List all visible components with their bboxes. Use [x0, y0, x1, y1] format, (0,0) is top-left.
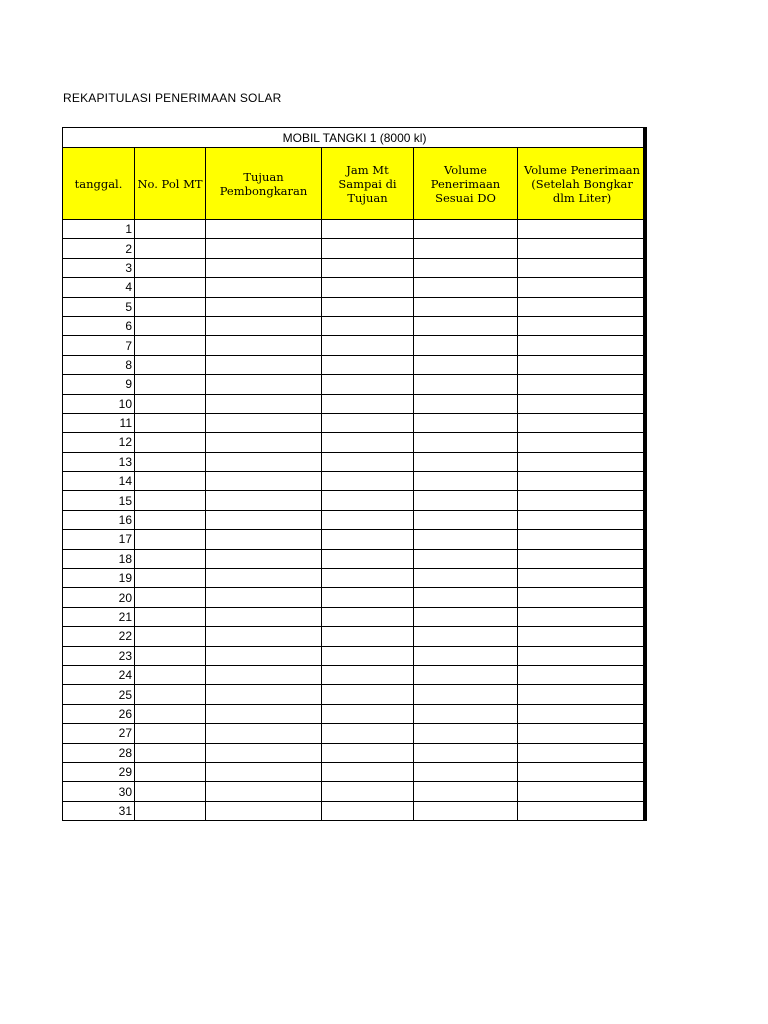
no-pol-cell[interactable]	[135, 239, 206, 258]
jam-cell[interactable]	[322, 724, 414, 743]
no-pol-cell[interactable]	[135, 588, 206, 607]
day-number-cell: 11	[63, 413, 135, 432]
volume-bongkar-cell[interactable]	[518, 394, 647, 413]
no-pol-cell[interactable]	[135, 336, 206, 355]
day-number-cell: 17	[63, 530, 135, 549]
volume-bongkar-cell[interactable]	[518, 549, 647, 568]
no-pol-cell[interactable]	[135, 782, 206, 801]
tujuan-cell[interactable]	[206, 724, 322, 743]
volume-do-cell[interactable]	[414, 762, 518, 781]
tujuan-cell[interactable]	[206, 588, 322, 607]
no-pol-cell[interactable]	[135, 685, 206, 704]
jam-cell[interactable]	[322, 433, 414, 452]
no-pol-cell[interactable]	[135, 394, 206, 413]
volume-do-cell[interactable]	[414, 258, 518, 277]
tujuan-cell[interactable]	[206, 510, 322, 529]
jam-cell[interactable]	[322, 220, 414, 239]
tujuan-cell[interactable]	[206, 394, 322, 413]
table-row	[63, 258, 647, 277]
volume-bongkar-cell[interactable]	[518, 355, 647, 374]
day-number-cell: 9	[63, 375, 135, 394]
volume-do-cell[interactable]	[414, 782, 518, 801]
volume-bongkar-cell[interactable]	[518, 588, 647, 607]
tujuan-cell[interactable]	[206, 549, 322, 568]
day-number-cell: 24	[63, 665, 135, 684]
recap-table	[62, 127, 647, 821]
volume-bongkar-cell[interactable]	[518, 665, 647, 684]
header-line: Penerimaan	[430, 176, 501, 191]
jam-cell[interactable]	[322, 278, 414, 297]
header-line: Jam Mt	[346, 162, 389, 177]
no-pol-cell[interactable]	[135, 278, 206, 297]
no-pol-cell[interactable]	[135, 549, 206, 568]
table-row	[63, 801, 647, 820]
volume-bongkar-cell[interactable]	[518, 510, 647, 529]
no-pol-cell[interactable]	[135, 510, 206, 529]
tujuan-cell[interactable]	[206, 646, 322, 665]
header-volume-sesuai-do	[414, 148, 518, 220]
table-row	[63, 355, 647, 374]
jam-cell[interactable]	[322, 452, 414, 471]
no-pol-cell[interactable]	[135, 743, 206, 762]
table-row	[63, 316, 647, 335]
table-row	[63, 549, 647, 568]
no-pol-cell[interactable]	[135, 472, 206, 491]
table-row	[63, 569, 647, 588]
volume-do-cell[interactable]	[414, 665, 518, 684]
jam-cell[interactable]	[322, 336, 414, 355]
day-number-cell: 27	[63, 724, 135, 743]
jam-cell[interactable]	[322, 762, 414, 781]
no-pol-cell[interactable]	[135, 704, 206, 723]
header-jam-mt-sampai	[322, 148, 414, 220]
volume-do-cell[interactable]	[414, 607, 518, 626]
table-row	[63, 665, 647, 684]
header-line: (Setelah Bongkar	[531, 176, 633, 191]
no-pol-cell[interactable]	[135, 220, 206, 239]
day-number-cell: 10	[63, 394, 135, 413]
table-row	[63, 297, 647, 316]
volume-bongkar-cell[interactable]	[518, 239, 647, 258]
table-row	[63, 375, 647, 394]
tujuan-cell[interactable]	[206, 452, 322, 471]
day-number-cell: 8	[63, 355, 135, 374]
tujuan-cell[interactable]	[206, 801, 322, 820]
no-pol-cell[interactable]	[135, 607, 206, 626]
header-no-pol-mt	[135, 148, 206, 220]
day-number-cell: 2	[63, 239, 135, 258]
table-row	[63, 530, 647, 549]
jam-cell[interactable]	[322, 588, 414, 607]
volume-bongkar-cell[interactable]	[518, 801, 647, 820]
volume-do-cell[interactable]	[414, 569, 518, 588]
jam-cell[interactable]	[322, 355, 414, 374]
tujuan-cell[interactable]	[206, 220, 322, 239]
tujuan-cell[interactable]	[206, 704, 322, 723]
no-pol-cell[interactable]	[135, 452, 206, 471]
volume-bongkar-cell[interactable]	[518, 782, 647, 801]
header-line: Tujuan	[243, 169, 284, 184]
table-row	[63, 472, 647, 491]
volume-do-cell[interactable]	[414, 355, 518, 374]
no-pol-cell[interactable]	[135, 355, 206, 374]
table-row	[63, 704, 647, 723]
day-number-cell: 7	[63, 336, 135, 355]
day-number-cell: 5	[63, 297, 135, 316]
no-pol-cell[interactable]	[135, 413, 206, 432]
tujuan-cell[interactable]	[206, 665, 322, 684]
volume-do-cell[interactable]	[414, 375, 518, 394]
day-number-cell: 12	[63, 433, 135, 452]
volume-bongkar-cell[interactable]	[518, 704, 647, 723]
no-pol-cell[interactable]	[135, 433, 206, 452]
volume-bongkar-cell[interactable]	[518, 646, 647, 665]
jam-cell[interactable]	[322, 491, 414, 510]
day-number-cell: 30	[63, 782, 135, 801]
volume-bongkar-cell[interactable]	[518, 569, 647, 588]
table-row	[63, 433, 647, 452]
volume-bongkar-cell[interactable]	[518, 472, 647, 491]
day-number-cell: 22	[63, 627, 135, 646]
day-number-cell: 29	[63, 762, 135, 781]
tujuan-cell[interactable]	[206, 413, 322, 432]
volume-do-cell[interactable]	[414, 394, 518, 413]
jam-cell[interactable]	[322, 704, 414, 723]
header-line: No. Pol MT	[137, 176, 203, 191]
day-number-cell: 28	[63, 743, 135, 762]
table-row	[63, 239, 647, 258]
volume-do-cell[interactable]	[414, 239, 518, 258]
header-line: Pembongkaran	[219, 183, 308, 198]
volume-bongkar-cell[interactable]	[518, 491, 647, 510]
jam-cell[interactable]	[322, 394, 414, 413]
table-row	[63, 413, 647, 432]
day-number-cell: 20	[63, 588, 135, 607]
volume-bongkar-cell[interactable]	[518, 375, 647, 394]
day-number-cell: 21	[63, 607, 135, 626]
no-pol-cell[interactable]	[135, 316, 206, 335]
tujuan-cell[interactable]	[206, 530, 322, 549]
tujuan-cell[interactable]	[206, 685, 322, 704]
tujuan-cell[interactable]	[206, 297, 322, 316]
tujuan-cell[interactable]	[206, 433, 322, 452]
table-row	[63, 685, 647, 704]
table-row	[63, 510, 647, 529]
volume-do-cell[interactable]	[414, 646, 518, 665]
volume-bongkar-cell[interactable]	[518, 607, 647, 626]
jam-cell[interactable]	[322, 258, 414, 277]
day-number-cell: 23	[63, 646, 135, 665]
volume-do-cell[interactable]	[414, 724, 518, 743]
header-line: Tujuan	[347, 190, 388, 205]
no-pol-cell[interactable]	[135, 665, 206, 684]
volume-bongkar-cell[interactable]	[518, 220, 647, 239]
volume-do-cell[interactable]	[414, 316, 518, 335]
volume-bongkar-cell[interactable]	[518, 724, 647, 743]
table-row	[63, 782, 647, 801]
no-pol-cell[interactable]	[135, 569, 206, 588]
header-line: Volume Penerimaan	[524, 162, 641, 177]
tujuan-cell[interactable]	[206, 782, 322, 801]
header-tanggal	[63, 148, 135, 220]
no-pol-cell[interactable]	[135, 491, 206, 510]
header-line: Sesuai DO	[435, 190, 496, 205]
table-row	[63, 394, 647, 413]
volume-bongkar-cell[interactable]	[518, 627, 647, 646]
day-number-cell: 4	[63, 278, 135, 297]
tujuan-cell[interactable]	[206, 569, 322, 588]
no-pol-cell[interactable]	[135, 627, 206, 646]
jam-cell[interactable]	[322, 569, 414, 588]
header-line: tanggal.	[74, 176, 123, 191]
table-right-border	[643, 127, 646, 821]
jam-cell[interactable]	[322, 510, 414, 529]
volume-do-cell[interactable]	[414, 278, 518, 297]
volume-do-cell[interactable]	[414, 433, 518, 452]
volume-bongkar-cell[interactable]	[518, 258, 647, 277]
no-pol-cell[interactable]	[135, 762, 206, 781]
table-caption: MOBIL TANGKI 1 (8000 kl)	[63, 128, 647, 148]
tujuan-cell[interactable]	[206, 762, 322, 781]
day-number-cell: 6	[63, 316, 135, 335]
header-tujuan-pembongkaran	[206, 148, 322, 220]
volume-bongkar-cell[interactable]	[518, 297, 647, 316]
tujuan-cell[interactable]	[206, 627, 322, 646]
volume-do-cell[interactable]	[414, 220, 518, 239]
no-pol-cell[interactable]	[135, 297, 206, 316]
day-number-cell: 26	[63, 704, 135, 723]
volume-do-cell[interactable]	[414, 530, 518, 549]
jam-cell[interactable]	[322, 375, 414, 394]
volume-do-cell[interactable]	[414, 627, 518, 646]
day-number-cell: 13	[63, 452, 135, 471]
no-pol-cell[interactable]	[135, 801, 206, 820]
header-volume-setelah-bongkar	[518, 148, 647, 220]
volume-do-cell[interactable]	[414, 588, 518, 607]
volume-bongkar-cell[interactable]	[518, 278, 647, 297]
jam-cell[interactable]	[322, 549, 414, 568]
volume-do-cell[interactable]	[414, 472, 518, 491]
volume-do-cell[interactable]	[414, 704, 518, 723]
volume-do-cell[interactable]	[414, 549, 518, 568]
table-row	[63, 588, 647, 607]
volume-do-cell[interactable]	[414, 297, 518, 316]
volume-bongkar-cell[interactable]	[518, 433, 647, 452]
tujuan-cell[interactable]	[206, 491, 322, 510]
jam-cell[interactable]	[322, 627, 414, 646]
tujuan-cell[interactable]	[206, 607, 322, 626]
jam-cell[interactable]	[322, 782, 414, 801]
jam-cell[interactable]	[322, 801, 414, 820]
no-pol-cell[interactable]	[135, 646, 206, 665]
tujuan-cell[interactable]	[206, 278, 322, 297]
table-row	[63, 336, 647, 355]
jam-cell[interactable]	[322, 472, 414, 491]
volume-do-cell[interactable]	[414, 452, 518, 471]
volume-bongkar-cell[interactable]	[518, 743, 647, 762]
tujuan-cell[interactable]	[206, 336, 322, 355]
volume-do-cell[interactable]	[414, 413, 518, 432]
day-number-cell: 3	[63, 258, 135, 277]
day-number-cell: 25	[63, 685, 135, 704]
jam-cell[interactable]	[322, 743, 414, 762]
volume-bongkar-cell[interactable]	[518, 413, 647, 432]
table-row	[63, 452, 647, 471]
volume-do-cell[interactable]	[414, 510, 518, 529]
day-number-cell: 15	[63, 491, 135, 510]
day-number-cell: 18	[63, 549, 135, 568]
volume-do-cell[interactable]	[414, 491, 518, 510]
caption-row	[63, 128, 647, 148]
volume-bongkar-cell[interactable]	[518, 336, 647, 355]
volume-bongkar-cell[interactable]	[518, 685, 647, 704]
jam-cell[interactable]	[322, 413, 414, 432]
table-row	[63, 491, 647, 510]
volume-do-cell[interactable]	[414, 801, 518, 820]
volume-do-cell[interactable]	[414, 336, 518, 355]
no-pol-cell[interactable]	[135, 375, 206, 394]
volume-do-cell[interactable]	[414, 685, 518, 704]
jam-cell[interactable]	[322, 530, 414, 549]
jam-cell[interactable]	[322, 607, 414, 626]
jam-cell[interactable]	[322, 665, 414, 684]
volume-bongkar-cell[interactable]	[518, 316, 647, 335]
volume-bongkar-cell[interactable]	[518, 452, 647, 471]
table-row	[63, 724, 647, 743]
tujuan-cell[interactable]	[206, 355, 322, 374]
day-number-cell: 19	[63, 569, 135, 588]
table-row	[63, 762, 647, 781]
day-number-cell: 14	[63, 472, 135, 491]
day-number-cell: 31	[63, 801, 135, 820]
header-row	[63, 148, 647, 220]
day-number-cell: 16	[63, 510, 135, 529]
table-row	[63, 627, 647, 646]
jam-cell[interactable]	[322, 239, 414, 258]
table-row	[63, 278, 647, 297]
jam-cell[interactable]	[322, 646, 414, 665]
table-row	[63, 607, 647, 626]
document-title: REKAPITULASI PENERIMAAN SOLAR	[63, 91, 282, 105]
tujuan-cell[interactable]	[206, 316, 322, 335]
header-line: Sampai di	[338, 176, 397, 191]
table-row	[63, 646, 647, 665]
day-number-cell: 1	[63, 220, 135, 239]
volume-do-cell[interactable]	[414, 743, 518, 762]
tujuan-cell[interactable]	[206, 258, 322, 277]
tujuan-cell[interactable]	[206, 239, 322, 258]
no-pol-cell[interactable]	[135, 530, 206, 549]
tujuan-cell[interactable]	[206, 743, 322, 762]
tujuan-cell[interactable]	[206, 472, 322, 491]
table-row	[63, 220, 647, 239]
jam-cell[interactable]	[322, 297, 414, 316]
jam-cell[interactable]	[322, 685, 414, 704]
no-pol-cell[interactable]	[135, 258, 206, 277]
volume-bongkar-cell[interactable]	[518, 530, 647, 549]
header-line: dlm Liter)	[552, 190, 612, 205]
table-row	[63, 743, 647, 762]
tujuan-cell[interactable]	[206, 375, 322, 394]
jam-cell[interactable]	[322, 316, 414, 335]
no-pol-cell[interactable]	[135, 724, 206, 743]
header-line: Volume	[444, 162, 487, 177]
volume-bongkar-cell[interactable]	[518, 762, 647, 781]
